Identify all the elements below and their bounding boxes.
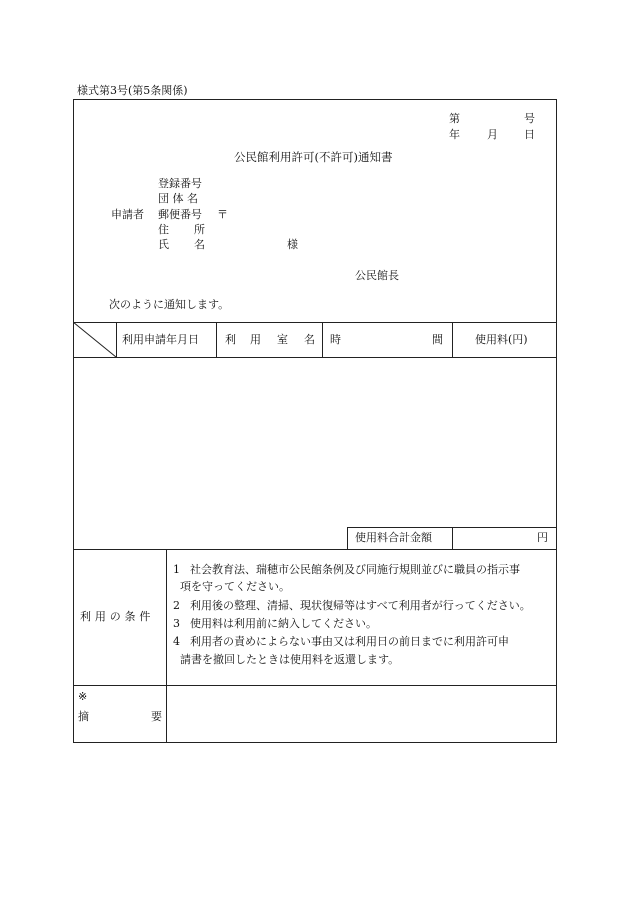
- document-title: 公民館利用許可(不許可)通知書: [234, 150, 393, 164]
- postal-mark: 〒: [217, 208, 228, 221]
- group-name-label: 団 体 名: [158, 192, 198, 205]
- name-label-2: 名: [194, 238, 205, 251]
- notice-text: 次のように通知します。: [109, 298, 230, 311]
- address-label-2: 所: [194, 223, 205, 236]
- condition-number: 2: [173, 599, 180, 612]
- col-header-room-3: 室: [277, 333, 288, 346]
- col-divider: [116, 322, 117, 357]
- honorific: 様: [287, 238, 298, 251]
- col-header-room-1: 利: [225, 333, 236, 346]
- label-column-divider: [166, 549, 167, 743]
- total-divider: [452, 527, 453, 549]
- condition-number: 4: [173, 635, 180, 648]
- conditions-top-rule: [73, 549, 557, 550]
- table-top-rule: [73, 322, 557, 323]
- col-header-fee: 使用料(円): [475, 333, 528, 346]
- date-day: 日: [524, 128, 535, 141]
- issuer-title: 公民館長: [355, 269, 399, 282]
- registration-number-label: 登録番号: [158, 177, 202, 190]
- conditions-label: 利用の条件: [80, 610, 155, 623]
- condition-text: 利用者の責めによらない事由又は利用日の前日までに利用許可申: [190, 635, 509, 648]
- col-header-application-date: 利用申請年月日: [122, 333, 199, 346]
- col-header-room-2: 用: [250, 333, 261, 346]
- address-label-1: 住: [158, 223, 169, 236]
- col-divider: [216, 322, 217, 357]
- remarks-top-rule: [73, 685, 557, 686]
- condition-text: 社会教育法、瑞穂市公民館条例及び同施行規則並びに職員の指示事: [190, 563, 520, 576]
- condition-number: 3: [173, 617, 180, 630]
- number-suffix: 号: [524, 112, 535, 125]
- condition-text-continued: 項を守ってください。: [180, 580, 290, 593]
- total-fee-label: 使用料合計金額: [355, 531, 432, 544]
- date-year: 年: [449, 128, 460, 141]
- date-month: 月: [487, 128, 498, 141]
- applicant-label: 申請者: [111, 208, 144, 221]
- total-fee-unit: 円: [537, 531, 548, 544]
- col-header-room-4: 名: [304, 333, 315, 346]
- remarks-label-2: 要: [151, 710, 162, 723]
- remarks-mark: ※: [78, 690, 88, 703]
- condition-text-continued: 請書を撤回したときは使用料を返還します。: [180, 653, 400, 666]
- condition-number: 1: [173, 563, 180, 576]
- condition-text: 使用料は利用前に納入してください。: [190, 617, 377, 630]
- col-divider: [452, 322, 453, 357]
- col-header-time-2: 間: [432, 333, 443, 346]
- col-header-time-1: 時: [330, 333, 341, 346]
- total-divider: [347, 527, 348, 549]
- form-number-label: 様式第3号(第5条関係): [77, 84, 188, 97]
- remarks-label-1: 摘: [78, 710, 89, 723]
- name-label-1: 氏: [158, 238, 169, 251]
- col-divider: [322, 322, 323, 357]
- table-header-rule: [73, 357, 557, 358]
- condition-text: 利用後の整理、清掃、現状復帰等はすべて利用者が行ってください。: [190, 599, 531, 612]
- number-prefix: 第: [449, 112, 460, 125]
- corner-diagonal: [73, 322, 116, 357]
- postal-code-label: 郵便番号: [158, 208, 202, 221]
